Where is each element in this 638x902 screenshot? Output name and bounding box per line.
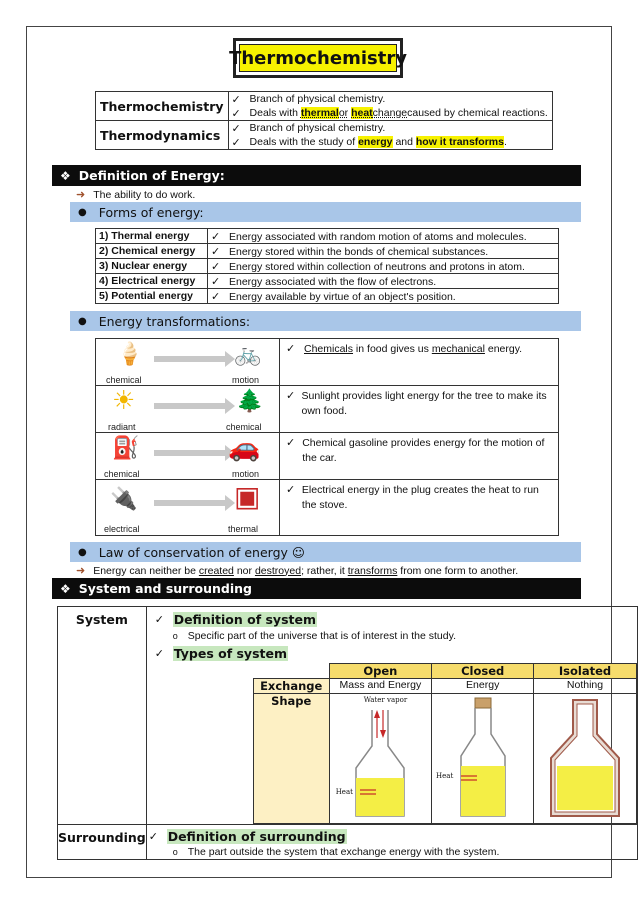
term-thermodynamics: Thermodynamics [96, 121, 229, 150]
form-desc: Energy associated with the flow of electrons. [229, 275, 437, 288]
form-desc-cell [208, 289, 559, 304]
conservation-text: from one form to another. [400, 564, 519, 577]
types-heading: Types of system [173, 646, 287, 661]
to-label: motion [232, 469, 260, 479]
empty-cell [253, 664, 329, 679]
transformations-table [95, 338, 559, 536]
to-label: thermal [228, 524, 259, 534]
destroyed-text: destroyed [254, 564, 302, 577]
definition-text: Deals with the study of [249, 136, 356, 148]
sun-icon: ☀ [112, 385, 136, 415]
definitions-table [95, 91, 553, 150]
check-icon: ✓ [231, 93, 241, 106]
check-icon: ✓ [154, 613, 164, 626]
form-desc: Energy available by virtue of an object's position. [229, 290, 456, 303]
def-system-text: Specific part of the universe that is of interest in the study. [187, 630, 456, 642]
transform-arrow-icon [154, 500, 226, 506]
definition-text: Branch of physical chemistry. [249, 122, 386, 134]
forms-table [95, 228, 559, 304]
table-row [96, 244, 559, 259]
check-icon: ✓ [211, 275, 221, 288]
check-icon: ✓ [211, 260, 221, 273]
conservation-text: Energy can neither be [93, 564, 196, 577]
plug-icon: 🔌 [110, 486, 138, 511]
definition-text: or [338, 107, 349, 119]
check-icon: ✓ [286, 343, 296, 355]
mechanical-text: mechanical [431, 343, 485, 355]
def-system-heading: Definition of system [173, 611, 316, 627]
definition-text: change [372, 107, 408, 119]
transformations-heading: Energy transformations: [98, 313, 251, 329]
types-heading-row [147, 644, 637, 663]
check-icon: ✓ [211, 230, 221, 243]
shape-label: Shape [253, 694, 329, 824]
arrow-bullet-icon: ➜ [76, 189, 86, 201]
to-label: motion [232, 375, 260, 385]
circle-bullet-icon: o [172, 631, 178, 641]
transformation-illustration [96, 480, 280, 536]
table-row [253, 679, 636, 694]
col-closed: Closed [432, 664, 534, 679]
form-desc-cell [208, 259, 559, 274]
highlight-how-it-transforms: how it transforms [415, 136, 504, 148]
transforms-text: transforms [347, 564, 398, 577]
check-icon: ✓ [286, 390, 296, 402]
system-heading: System and surrounding [78, 581, 252, 596]
def-surrounding-text: The part outside the system that exchange energy with the system. [187, 846, 500, 858]
bicycle-icon: 🚲 [234, 341, 262, 366]
transformation-text: Electrical energy in the plug creates the heat to run the stove. [301, 484, 539, 511]
definition-text: . [503, 136, 507, 148]
table-row [58, 825, 638, 860]
heat-label-closed: Heat [436, 772, 454, 780]
table-row [96, 274, 559, 289]
form-name: 1) Thermal energy [96, 229, 208, 244]
title-box [229, 38, 407, 78]
heat-label-open: Heat [335, 788, 353, 796]
system-heading-bar [52, 578, 581, 599]
transform-arrow-icon [154, 403, 226, 409]
definition-line [229, 106, 552, 120]
created-text: created [198, 564, 234, 577]
surrounding-heading-row [147, 828, 637, 845]
isolated-flask-diagram [537, 694, 633, 820]
transformation-text-cell [280, 433, 559, 480]
transformation-illustration [96, 433, 280, 480]
transform-arrow-icon [154, 356, 226, 362]
conservation-heading-bar [70, 542, 581, 562]
exchange-closed: Energy [432, 679, 534, 694]
system-table [57, 606, 638, 860]
def-surrounding-heading: Definition of surrounding [167, 829, 346, 844]
form-desc-cell [208, 244, 559, 259]
forms-heading: Forms of energy: [98, 204, 204, 220]
bullet-icon: ● [78, 546, 87, 558]
from-label: electrical [104, 524, 140, 534]
conservation-text: nor [236, 564, 253, 577]
check-icon: ✓ [211, 290, 221, 303]
form-desc: Energy stored within collection of neutrons and protons in atom. [229, 260, 525, 273]
transformation-text: energy. [484, 343, 523, 355]
transformation-illustration [96, 386, 280, 433]
surrounding-label-cell [58, 825, 147, 860]
stove-icon: ▣ [234, 481, 261, 512]
open-flask-diagram [332, 694, 428, 820]
water-vapor-label: Water vapor [363, 696, 408, 704]
conservation-text: ; rather, it [301, 564, 345, 577]
system-definition [147, 628, 637, 644]
highlight-heat: heat [351, 107, 373, 119]
transformations-heading-bar [70, 311, 581, 331]
page-title: Thermochemistry [239, 44, 397, 72]
highlight-thermal: thermal [300, 107, 339, 119]
forms-heading-bar [70, 202, 581, 222]
form-name: 2) Chemical energy [96, 244, 208, 259]
check-icon: ✓ [286, 484, 296, 496]
energy-heading-bar [52, 165, 581, 186]
tree-icon: 🌲 [236, 388, 264, 413]
bullet-icon: ● [78, 315, 87, 327]
circle-bullet-icon: o [172, 847, 178, 857]
table-row [58, 607, 638, 825]
form-desc-cell [208, 229, 559, 244]
diamond-bullet-icon: ❖ [60, 168, 71, 183]
gas-pump-icon: ⛽ [112, 435, 140, 460]
check-icon: ✓ [211, 245, 221, 258]
open-system-shape [329, 694, 431, 824]
surrounding-label: Surrounding [58, 830, 146, 845]
form-desc-cell [208, 274, 559, 289]
diamond-bullet-icon: ❖ [60, 581, 71, 596]
check-icon: ✓ [231, 136, 241, 149]
transformation-text-cell [280, 480, 559, 536]
from-label: chemical [106, 375, 142, 385]
system-label-cell [58, 607, 147, 825]
definition-text: Deals with [249, 107, 298, 119]
col-isolated: Isolated [534, 664, 636, 679]
table-row [96, 259, 559, 274]
form-name: 4) Electrical energy [96, 274, 208, 289]
system-content-cell [146, 607, 637, 825]
table-row [96, 289, 559, 304]
transformation-text: in food gives us [353, 343, 432, 355]
closed-system-shape [432, 694, 534, 824]
to-label: chemical [226, 422, 262, 432]
form-desc: Energy associated with random motion of atoms and molecules. [229, 230, 527, 243]
transformation-text-cell [280, 386, 559, 433]
system-definition-heading [147, 610, 637, 628]
form-desc: Energy stored within the bonds of chemical substances. [229, 245, 489, 258]
check-icon: ✓ [231, 107, 241, 120]
table-row [96, 386, 559, 433]
from-label: radiant [108, 422, 136, 432]
term-thermochemistry: Thermochemistry [96, 92, 229, 121]
definition-line [229, 121, 552, 135]
transformation-text: Sunlight provides light energy for the tree to make its own food. [301, 390, 547, 417]
energy-definition-text: The ability to do work. [93, 188, 196, 201]
car-icon: 🚗 [228, 432, 261, 462]
energy-definition [76, 188, 195, 201]
form-name: 3) Nuclear energy [96, 259, 208, 274]
surrounding-content-cell [146, 825, 637, 860]
definition-text: caused by chemical reactions. [407, 107, 548, 119]
conservation-statement [76, 564, 518, 577]
table-row [253, 694, 636, 824]
from-label: chemical [104, 469, 140, 479]
exchange-label: Exchange [253, 679, 329, 694]
arrow-bullet-icon: ➜ [76, 565, 86, 577]
transformation-illustration [96, 339, 280, 386]
bullet-icon: ● [78, 206, 87, 218]
definition-text: and [395, 136, 413, 148]
check-icon: ✓ [231, 122, 241, 135]
definition-cell [228, 92, 552, 121]
closed-flask-diagram [435, 694, 531, 820]
transformation-text: Chemical gasoline provides energy for the motion of the car. [302, 437, 545, 464]
definition-line [229, 135, 552, 149]
transformation-text-cell [280, 339, 559, 386]
surrounding-definition [147, 845, 637, 859]
ice-cream-icon: 🍦 [116, 341, 144, 366]
check-icon: ✓ [154, 648, 164, 660]
system-types-table [253, 663, 637, 824]
conservation-heading: Law of conservation of energy ☺ [98, 544, 305, 560]
energy-heading: Definition of Energy: [78, 168, 225, 183]
isolated-system-shape [534, 694, 636, 824]
check-icon: ✓ [148, 831, 158, 843]
form-name: 5) Potential energy [96, 289, 208, 304]
definition-cell [228, 121, 552, 150]
exchange-isolated: Nothing [534, 679, 636, 694]
transform-arrow-icon [154, 450, 226, 456]
check-icon: ✓ [286, 437, 296, 449]
exchange-open: Mass and Energy [329, 679, 431, 694]
chemicals-text: Chemicals [304, 343, 354, 355]
table-row [253, 664, 636, 679]
table-row [96, 339, 559, 386]
table-row [96, 229, 559, 244]
highlight-energy: energy [358, 136, 393, 148]
definition-text: Branch of physical chemistry. [249, 93, 386, 105]
table-row [96, 480, 559, 536]
system-label: System [75, 612, 128, 627]
table-row [96, 433, 559, 480]
col-open: Open [329, 664, 431, 679]
definition-line [229, 92, 552, 106]
